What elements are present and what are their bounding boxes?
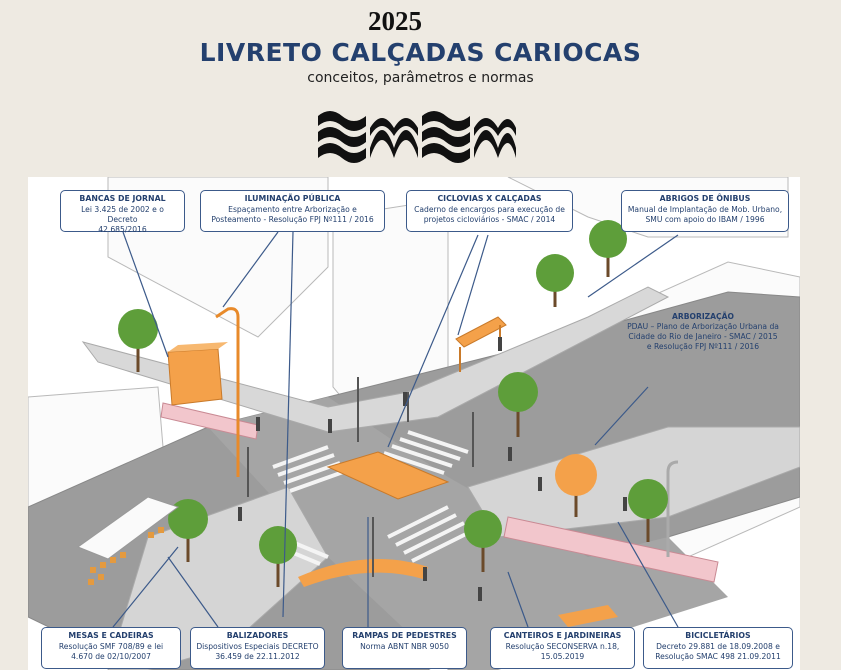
calcada-wave-logo (318, 108, 518, 166)
street-intersection-illustration (28, 177, 800, 670)
callout-body: Dispositivos Especiais DECRETO 36.459 de 22.11.2012 (196, 642, 319, 661)
callout-title: MESAS E CADEIRAS (68, 631, 154, 640)
callout-title: BALIZADORES (226, 631, 289, 640)
callout-body: Espaçamento entre Arborização e Posteamento - Resolução FPJ Nº111 / 2016 (211, 205, 374, 224)
callout-title: CICLOVIAS X CALÇADAS (437, 194, 542, 203)
callout-abrigos-de-onibus (621, 190, 789, 232)
callout-balizadores (190, 627, 325, 669)
year-label: 2025 (368, 6, 422, 36)
document-title: LIVRETO CALÇADAS CARIOCAS (199, 38, 642, 67)
callout-title: ILUMINAÇÃO PÚBLICA (244, 194, 341, 203)
callout-rampas-de-pedestres (342, 627, 467, 669)
newsstand-kiosk (168, 342, 228, 405)
callout-body: Decreto 29.881 de 18.09.2008 e Resolução SMAC 498 21.09.2011 (655, 642, 781, 661)
callout-title: BICICLETÁRIOS (685, 631, 751, 640)
callout-title: ARBORIZAÇÃO (672, 312, 734, 321)
callout-body: Manual de Implantação de Mob. Urbano, SMU com apoio do IBAM / 1996 (627, 205, 783, 224)
callout-ciclovias-calcadas (406, 190, 573, 232)
callout-body: PDAU – Plano de Arborização Urbana da Cidade do Rio de Janeiro - SMAC / 2015 e Resolução FPJ Nº111 / 2016 (627, 322, 779, 351)
callout-bicicletarios (643, 627, 793, 669)
callout-canteiros-e-jardineiras (490, 627, 635, 669)
callout-iluminacao-publica (200, 190, 385, 232)
callout-title: RAMPAS DE PEDESTRES (352, 631, 457, 640)
callout-title: BANCAS DE JORNAL (79, 194, 166, 203)
callout-body: Lei 3.425 de 2002 e o Decreto 42.685/2016 (81, 205, 164, 234)
callout-mesas-e-cadeiras (41, 627, 181, 669)
tree (536, 254, 574, 307)
callout-bancas-de-jornal (60, 190, 185, 232)
callout-arborizacao (608, 312, 798, 352)
street-illustration-panel (28, 177, 800, 670)
callout-body: Resolução SECONSERVA n.18, 15.05.2019 (505, 642, 620, 661)
document-subtitle: conceitos, parâmetros e normas (307, 70, 534, 86)
callout-body: Norma ABNT NBR 9050 (360, 642, 449, 651)
callout-title: ABRIGOS DE ÔNIBUS (659, 194, 751, 203)
callout-body: Caderno de encargos para execução de projetos cicloviários - SMAC / 2014 (414, 205, 565, 224)
callout-body: Resolução SMF 708/89 e lei 4.670 de 02/10/2007 (58, 642, 164, 661)
callout-title: CANTEIROS E JARDINEIRAS (503, 631, 622, 640)
